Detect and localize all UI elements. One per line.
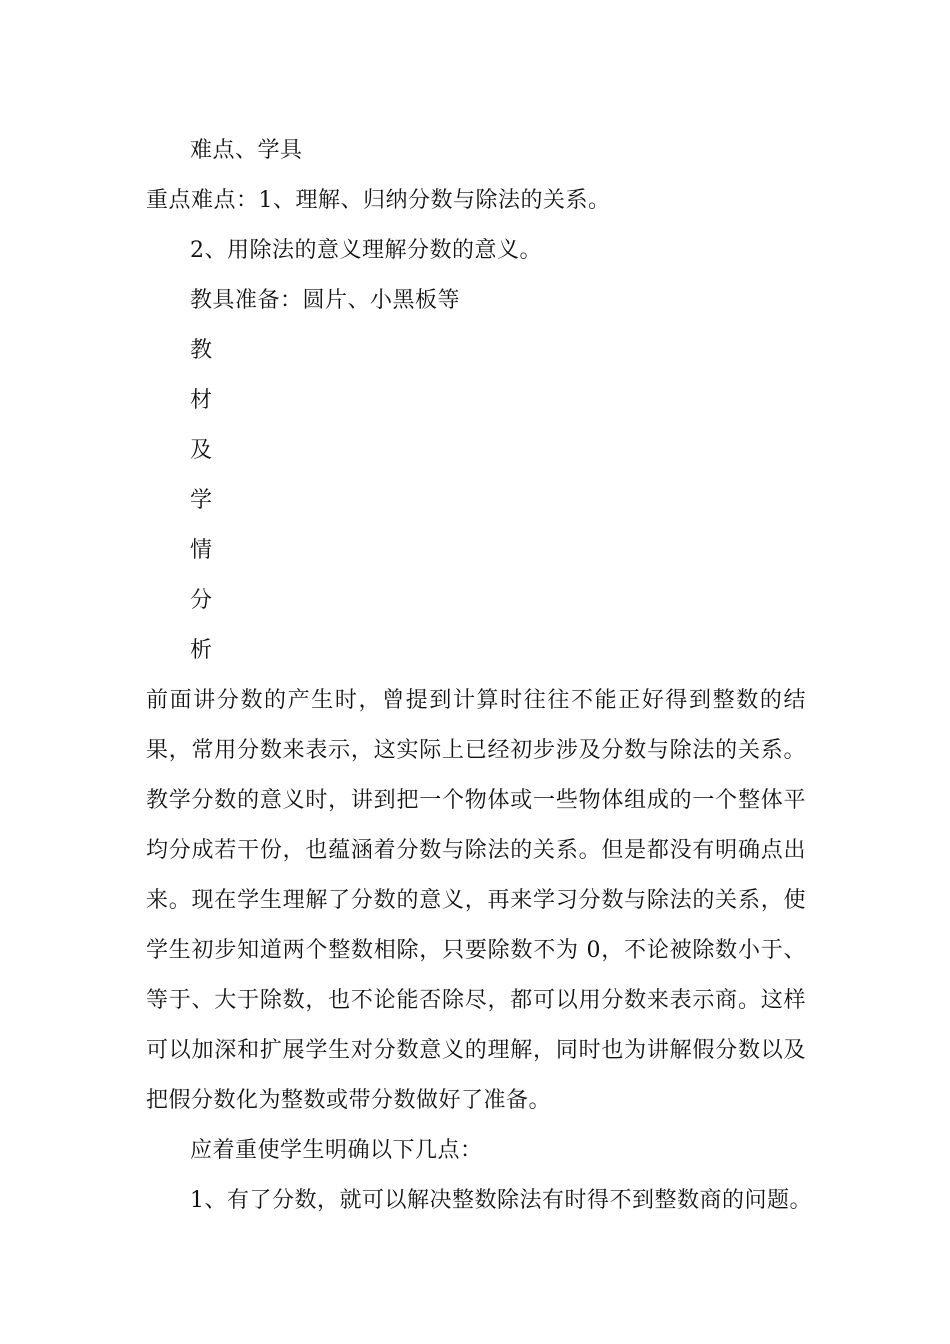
paragraph-line: 来。现在学生理解了分数的意义，再来学习分数与除法的关系，使 [146, 888, 806, 913]
paragraph-line: 把假分数化为整数或带分数做好了准备。 [146, 1088, 552, 1113]
paragraph-line: 学生初步知道两个整数相除，只要除数不为 0，不论被除数小于、 [146, 938, 806, 963]
paragraph-line: 果，常用分数来表示，这实际上已经初步涉及分数与除法的关系。 [146, 738, 806, 763]
vertical-char: 材 [190, 388, 213, 413]
text-line: 教具准备：圆片、小黑板等 [190, 288, 461, 313]
vertical-char: 分 [190, 588, 213, 613]
vertical-char: 析 [190, 638, 213, 663]
vertical-char: 情 [190, 538, 213, 563]
text-line: 重点难点：1、理解、归纳分数与除法的关系。 [146, 188, 611, 213]
vertical-char: 及 [190, 438, 213, 463]
text-line: 应着重使学生明确以下几点： [190, 1138, 483, 1163]
paragraph-line: 可以加深和扩展学生对分数意义的理解，同时也为讲解假分数以及 [146, 1038, 806, 1063]
text-line: 1、有了分数，就可以解决整数除法有时得不到整数商的问题。 [190, 1188, 812, 1213]
paragraph-line: 等于、大于除数，也不论能否除尽，都可以用分数来表示商。这样 [146, 988, 806, 1013]
vertical-char: 学 [190, 488, 213, 513]
paragraph-line: 均分成若干份，也蕴涵着分数与除法的关系。但是都没有明确点出 [146, 838, 806, 863]
text-line: 2、用除法的意义理解分数的意义。 [190, 238, 542, 263]
paragraph-line: 前面讲分数的产生时，曾提到计算时往往不能正好得到整数的结 [146, 688, 806, 713]
vertical-char: 教 [190, 338, 213, 363]
text-line: 难点、学具 [190, 138, 303, 163]
paragraph-line: 教学分数的意义时，讲到把一个物体或一些物体组成的一个整体平 [146, 788, 806, 813]
